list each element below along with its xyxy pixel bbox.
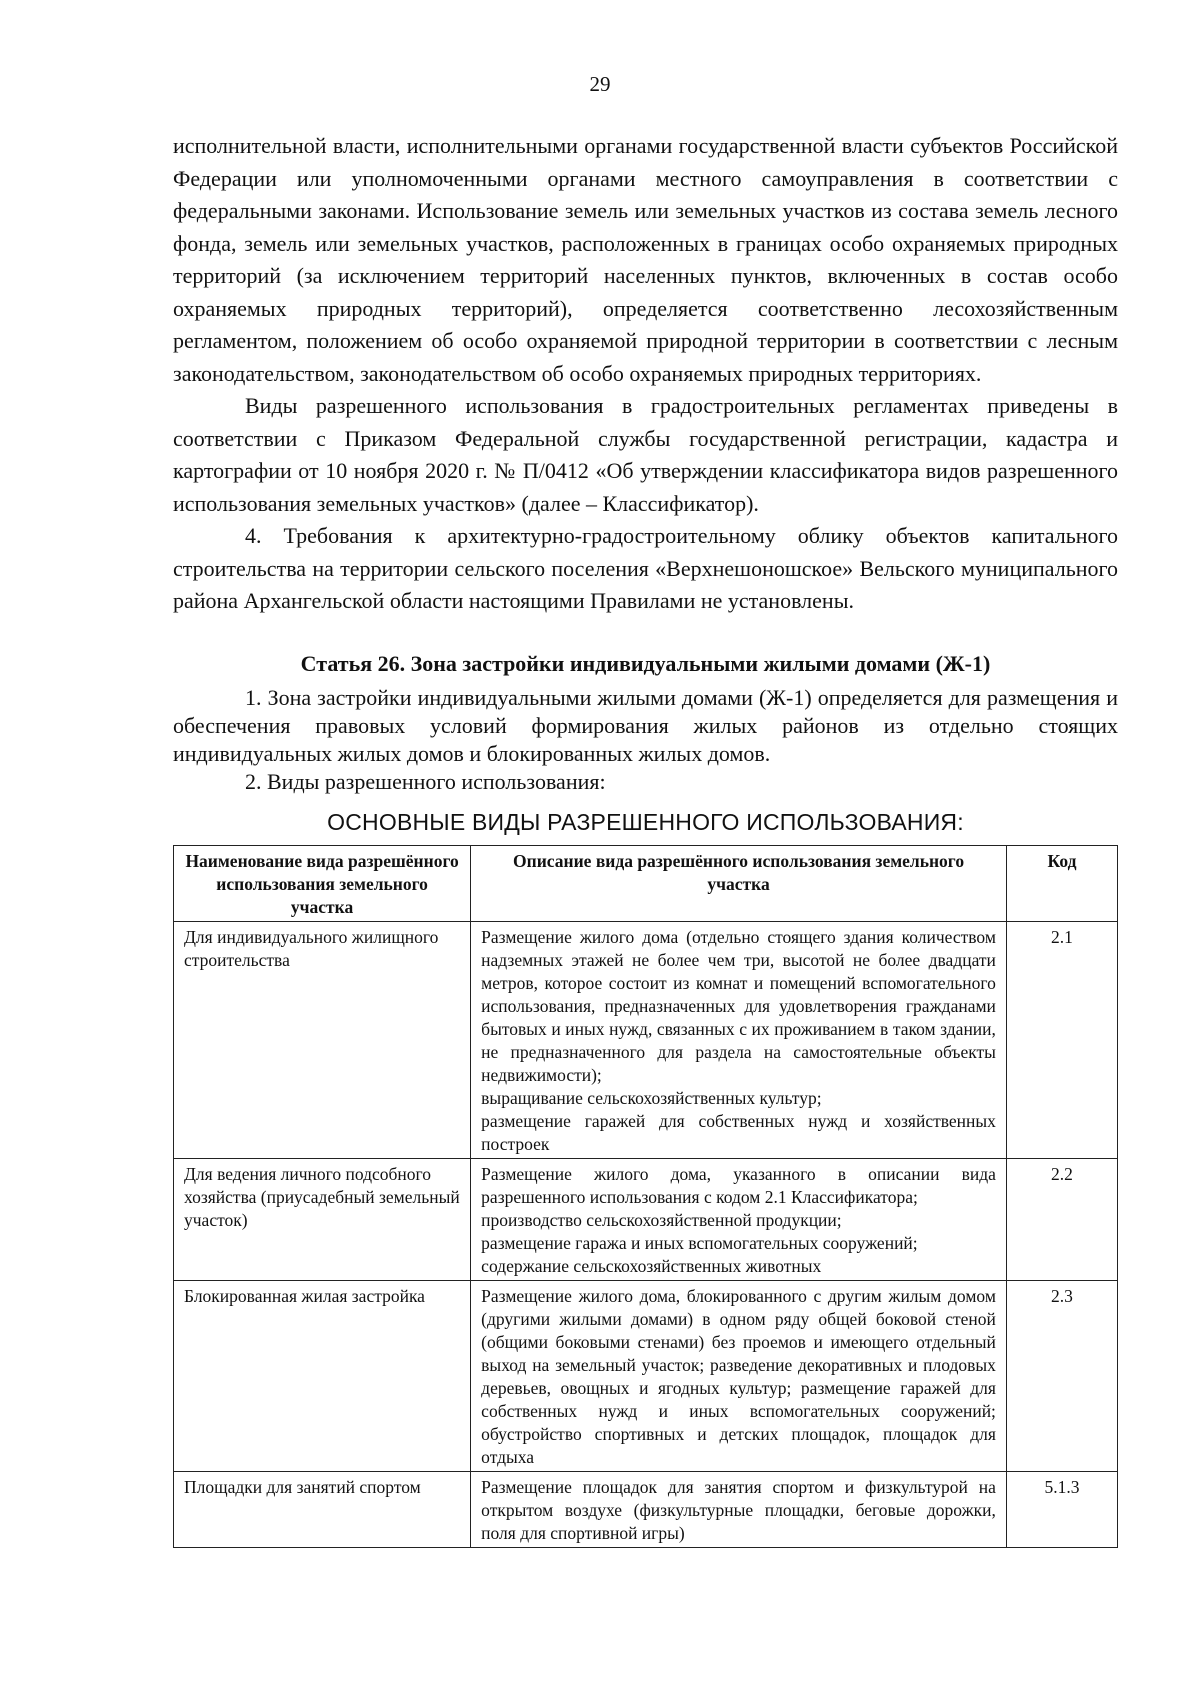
paragraph-continuation: исполнительной власти, исполнительными органами государственной власти субъектов Российской Федерации или уполномоченными органами местного самоуправления в соответствии с федеральными законами. Использование земель или земельных участков из состава земель лесного фонда, земель или земельных участков, расположенных в границах особо охраняемых природных территорий (за исключением территорий населенных пунктов, включенных в состав особо охраняемых природных территорий), определяется соответственно лесохозяйственным регламентом, положением об особо охраняемой природной территории в соответствии с лесным законодательством, законодательством об особо охраняемых природных территориях.	[173, 133, 1118, 386]
list-marker: 1.	[245, 685, 262, 710]
table-row	[174, 1158, 1118, 1280]
cell-name: Площадки для занятий спортом	[174, 1471, 471, 1547]
description-line: Размещение площадок для занятия спортом и физкультурой на открытом воздухе (физкультурные площадки, беговые дорожки, поля для спортивной игры)	[481, 1476, 996, 1543]
description-line: размещение гаража и иных вспомогательных сооружений;	[481, 1232, 918, 1253]
permitted-uses-table	[173, 845, 1118, 1548]
section-item-4	[173, 520, 1118, 618]
description-line: содержание сельскохозяйственных животных	[481, 1255, 822, 1276]
list-marker: 2.	[245, 769, 262, 794]
cell-name: Для ведения личного подсобного хозяйства (приусадебный земельный участок)	[174, 1158, 471, 1280]
header-code: Код	[1006, 845, 1117, 921]
cell-description	[471, 921, 1007, 1158]
description-line: Размещение жилого дома (отдельно стоящего здания количеством надземных этажей не более чем три, высотой не более двадцати метров, которое состоит из комнат и помещений вспомогательного использования, предназначенных для удовлетворения гражданами бытовых и иных нужд, связанных с их проживанием в таком здании, не предназначенного для раздела на самостоятельные объекты недвижимости);	[481, 926, 996, 1085]
paragraph-classifier: Виды разрешенного использования в градостроительных регламентах приведены в соответствии с Приказом Федеральной службы государственной регистрации, кадастра и картографии от 10 ноября 2020 г. № П/0412 «Об утверждении классификатора видов разрешенного использования земельных участков» (далее – Классификатор).	[173, 393, 1118, 516]
description-line: размещение гаражей для собственных нужд и хозяйственных построек	[481, 1110, 996, 1154]
cell-name: Блокированная жилая застройка	[174, 1280, 471, 1471]
article-list	[173, 684, 1118, 796]
article-item-text: Виды разрешенного использования:	[267, 769, 606, 794]
article-item-2	[173, 768, 1118, 796]
table-row	[174, 1280, 1118, 1471]
header-name: Наименование вида разрешённого использования земельного участка	[174, 845, 471, 921]
article-title: Статья 26. Зона застройки индивидуальными жилыми домами (Ж-1)	[300, 650, 991, 676]
article-item-1	[173, 684, 1118, 768]
document-body	[173, 130, 1118, 1548]
table-row	[174, 1471, 1118, 1547]
description-line: выращивание сельскохозяйственных культур;	[481, 1087, 822, 1108]
table-caption: ОСНОВНЫЕ ВИДЫ РАЗРЕШЕННОГО ИСПОЛЬЗОВАНИЯ:	[327, 809, 964, 835]
page-number: 29	[589, 72, 611, 96]
description-line: производство сельскохозяйственной продукции;	[481, 1209, 842, 1230]
cell-name: Для индивидуального жилищного строительства	[174, 921, 471, 1158]
table-header-row	[174, 845, 1118, 921]
cell-code: 5.1.3	[1006, 1471, 1117, 1547]
article-item-text: Зона застройки индивидуальными жилыми домами (Ж-1) определяется для размещения и обеспечения правовых условий формирования жилых районов из отдельно стоящих индивидуальных жилых домов и блокированных жилых домов.	[173, 685, 1119, 766]
description-line: Размещение жилого дома, блокированного с другим жилым домом (другими жилыми домами) в одном ряду общей боковой стеной (общими боковыми стенами) без проемов и имеющего отдельный выход на земельный участок; разведение декоративных и плодовых деревьев, овощных и ягодных культур; размещение гаражей для собственных нужд и иных вспомогательных сооружений; обустройство спортивных и детских площадок, площадок для отдыха	[481, 1285, 996, 1467]
cell-description	[471, 1280, 1007, 1471]
cell-code: 2.2	[1006, 1158, 1117, 1280]
cell-code: 2.3	[1006, 1280, 1117, 1471]
description-line: Размещение жилого дома, указанного в описании вида разрешенного использования с кодом 2.1 Классификатора;	[481, 1163, 996, 1207]
cell-description	[471, 1158, 1007, 1280]
table-row	[174, 921, 1118, 1158]
header-description: Описание вида разрешённого использования земельного участка	[471, 845, 1007, 921]
list-marker: 4.	[245, 523, 262, 548]
section-list	[173, 520, 1118, 618]
cell-description	[471, 1471, 1007, 1547]
section-item-text: Требования к архитектурно-градостроительному облику объектов капитального строительства на территории сельского поселения «Верхнешоношское» Вельского муниципального района Архангельской области настоящими Правилами не установлены.	[173, 523, 1119, 613]
cell-code: 2.1	[1006, 921, 1117, 1158]
